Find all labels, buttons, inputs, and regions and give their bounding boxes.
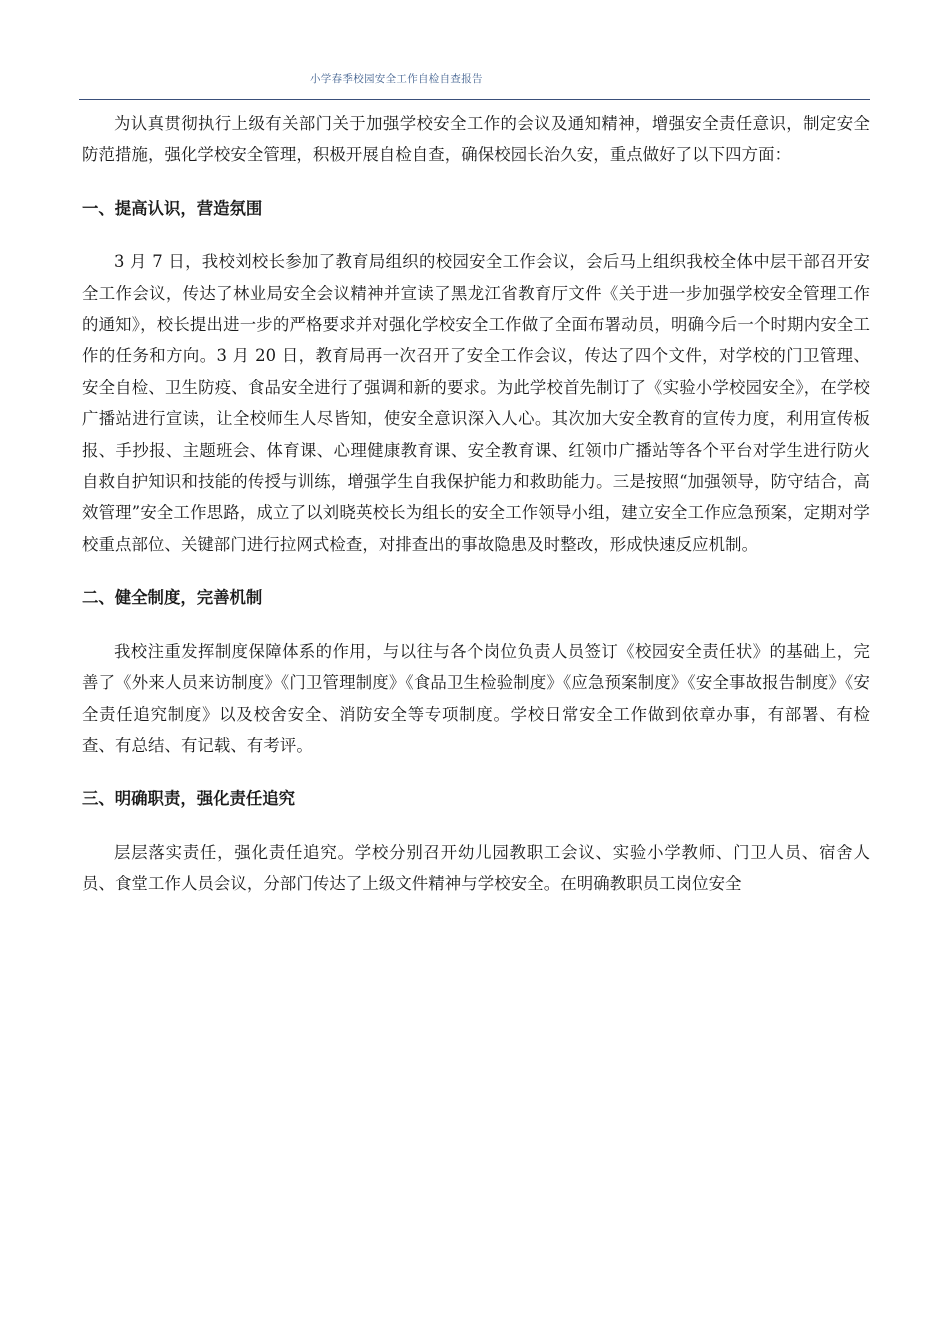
section-2-heading: 二、健全制度，完善机制 bbox=[82, 588, 263, 608]
section-3-body: 层层落实责任，强化责任追究。学校分别召开幼儿园教职工会议、实验小学教师、门卫人员、宿舍人员、食堂工作人员会议，分部门传达了上级文件精神与学校安全。在明确教职员工岗位安全 bbox=[82, 842, 870, 894]
running-header: 小学春季校园安全工作自检自查报告 bbox=[310, 73, 483, 85]
section-1-heading: 一、提高认识，营造氛围 bbox=[82, 198, 263, 218]
section-3-heading: 三、明确职责，强化责任追究 bbox=[82, 789, 296, 809]
section-1-body: 3 月 7 日，我校刘校长参加了教育局组织的校园安全工作会议，会后马上组织我校全体中层干部召开安全工作会议，传达了林业局安全会议精神并宣读了黑龙江省教育厅文件《关于进一步加强学校安全管理工作的通知》，校长提出进一步的严格要求并对强化学校安全工作做了全面布署动员，明确今后一个时期内安全工作的任务和方向。3 月 20 日，教育局再一次召开了安全工作会议，传达了四个文件，对学校的门卫管理、安全自检、卫生防疫、食品安全进行了强调和新的要求。为此学校首先制订了《实验小学校园安全》，在学校广播站进行宣读，让全校师生人尽皆知，使安全意识深入人心。其次加大安全教育的宣传力度，利用宣传板报、手抄报、主题班会、体育课、心理健康教育课、安全教育课、红领巾广播站等各个平台对学生进行防火自救自护知识和技能的传授与训练，增强学生自我保护能力和救助能力。三是按照“加强领导，防守结合，高效管理”安全工作思路，成立了以刘晓英校长为组长的安全工作领导小组，建立安全工作应急预案，定期对学校重点部位、关键部门进行拉网式检查，对排查出的事故隐患及时整改，形成快速反应机制。 bbox=[82, 252, 870, 554]
header-rule bbox=[79, 99, 870, 100]
intro-paragraph: 为认真贯彻执行上级有关部门关于加强学校安全工作的会议及通知精神，增强安全责任意识，制定安全防范措施，强化学校安全管理，积极开展自检自查，确保校园长治久安，重点做好了以下四方面： bbox=[82, 114, 870, 165]
document-body bbox=[82, 108, 870, 900]
section-2-body: 我校注重发挥制度保障体系的作用，与以往与各个岗位负责人员签订《校园安全责任状》的基础上，完善了《外来人员来访制度》《门卫管理制度》《食品卫生检验制度》《应急预案制度》《安全事故报告制度》《安全责任追究制度》以及校舍安全、消防安全等专项制度。学校日常安全工作做到依章办事，有部署、有检查、有总结、有记载、有考评。 bbox=[82, 641, 870, 755]
